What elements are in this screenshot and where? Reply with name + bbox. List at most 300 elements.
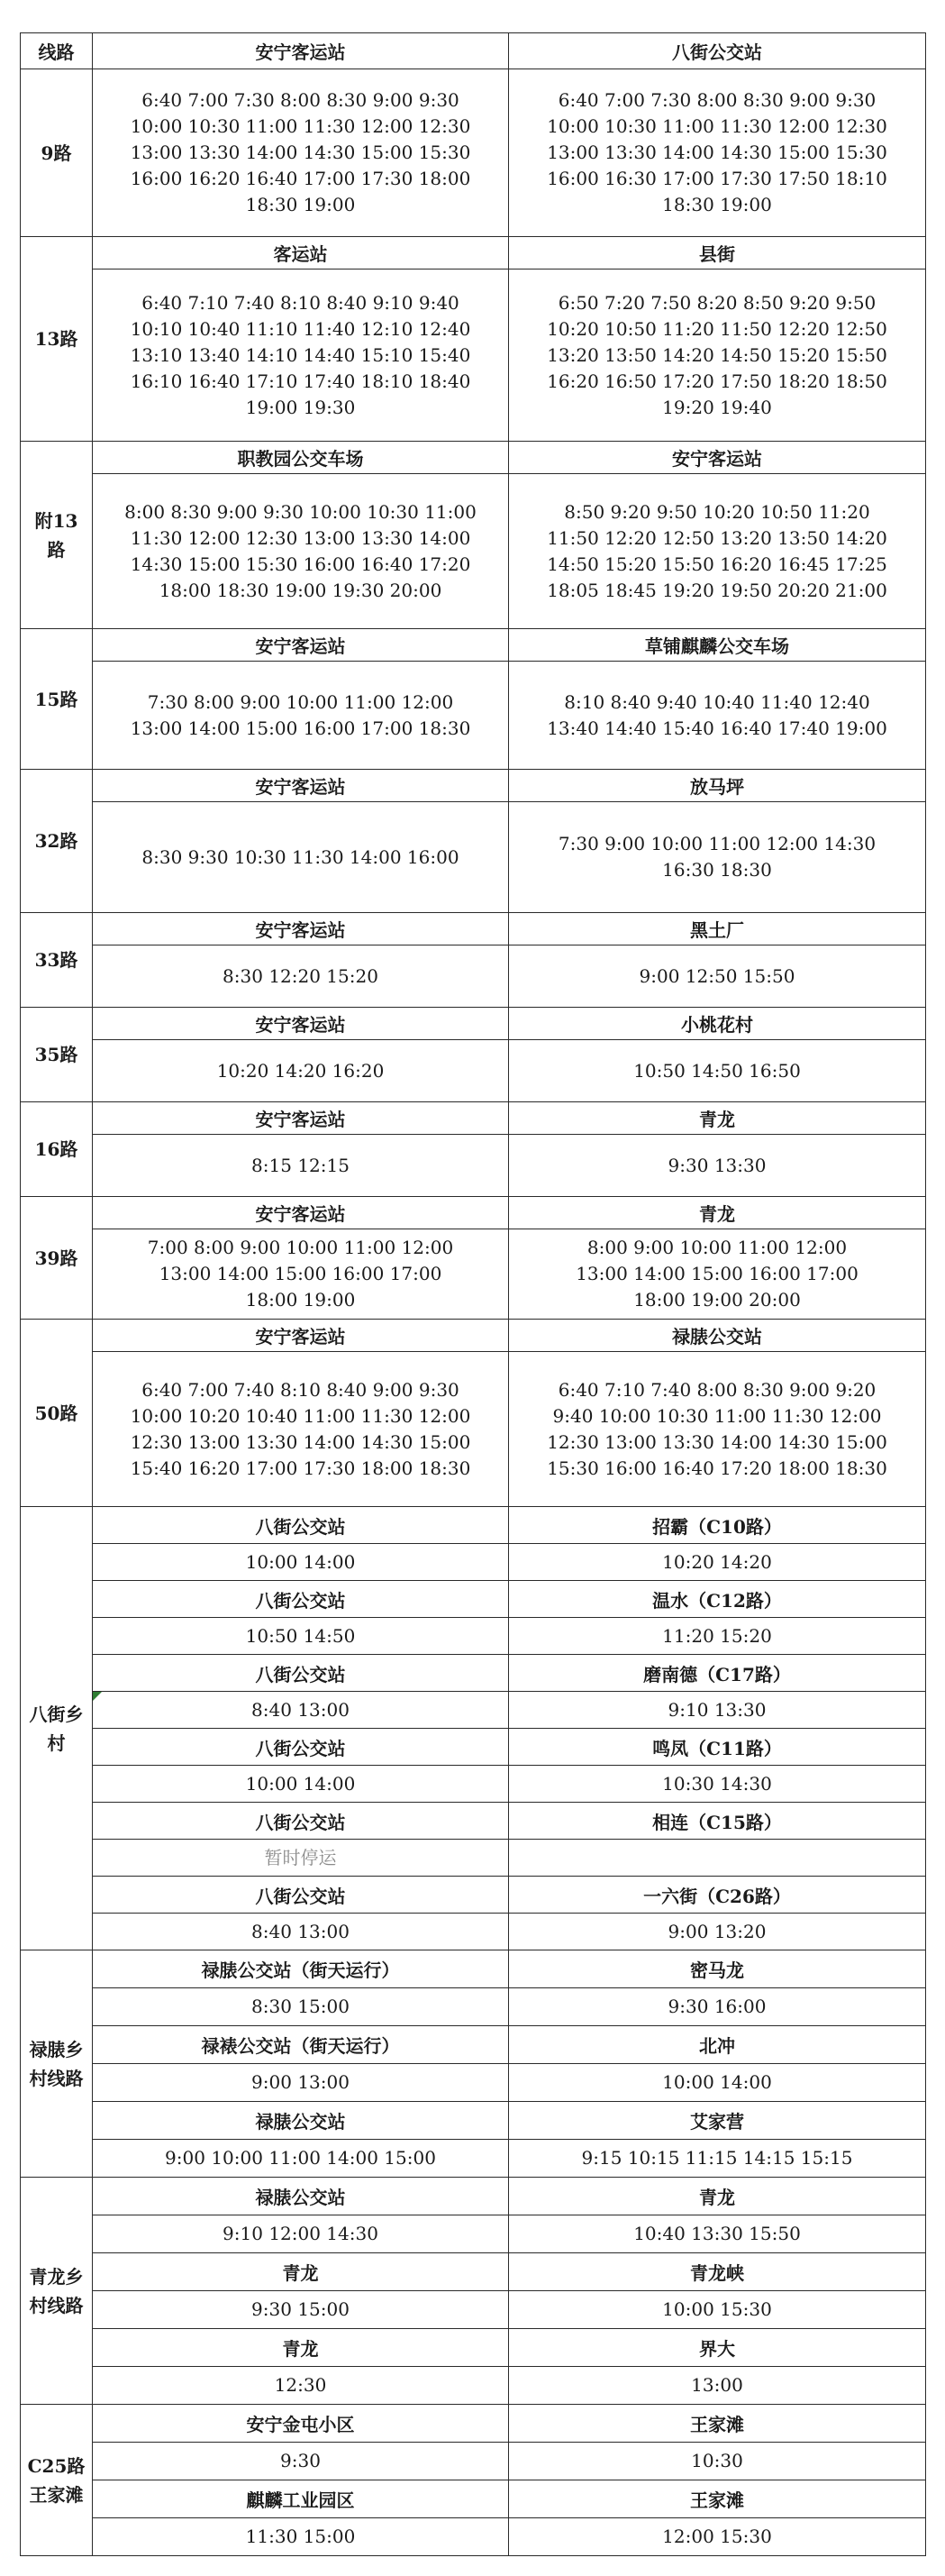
stop-dir2 (509, 1008, 926, 1040)
times-dir2 (509, 2518, 926, 2556)
text: 9路 (41, 142, 72, 164)
times-dir1 (93, 662, 509, 770)
text: 9:30 13:30 (668, 1154, 767, 1176)
text: 县街 (699, 243, 735, 265)
times-dir2 (509, 474, 926, 629)
time-line: 8:30 9:30 10:30 11:30 14:00 16:00 (141, 845, 459, 868)
stop-dir1 (93, 770, 509, 802)
text: 八街公交站 (672, 41, 762, 63)
route-name (21, 1102, 93, 1197)
text: 村线路 (29, 2294, 84, 2316)
time-line: 13:20 13:50 14:20 14:50 15:20 15:50 (547, 343, 887, 366)
text: 青龙乡 (29, 2265, 84, 2288)
text: 8:15 12:15 (251, 1154, 350, 1176)
stop-dir1 (93, 2480, 509, 2518)
time-line: 8:10 8:40 9:40 10:40 11:40 12:40 (564, 690, 870, 713)
text: 八街公交站 (255, 1885, 346, 1907)
text: 33路 (34, 949, 78, 971)
table-row (21, 802, 926, 913)
route-name (21, 1197, 93, 1320)
time-line: 10:00 10:30 11:00 11:30 12:00 12:30 (547, 115, 887, 137)
text: 禄脿公交站（街天运行） (201, 1959, 400, 1981)
table-row (21, 1803, 926, 1840)
table-row (21, 1618, 926, 1655)
time-line: 7:30 9:00 10:00 11:00 12:00 14:30 (558, 833, 877, 854)
times-dir2 (509, 1618, 926, 1655)
time-line: 14:50 15:20 15:50 16:20 16:45 17:25 (547, 553, 887, 575)
route-name (21, 69, 93, 237)
text: 10:30 (691, 2450, 743, 2471)
table-row (21, 629, 926, 662)
times-dir1 (93, 1988, 509, 2026)
times-dir2 (509, 2064, 926, 2102)
stop-dir2 (509, 442, 926, 474)
text: 10:00 14:00 (662, 2071, 772, 2093)
text: 安宁客运站 (672, 448, 762, 470)
text: 10:40 13:30 15:50 (633, 2223, 801, 2244)
table-row (21, 1135, 926, 1197)
cell-comment-marker (93, 1692, 102, 1701)
times-dir1 (93, 2291, 509, 2329)
text: 界大 (699, 2338, 735, 2360)
header-route (21, 33, 93, 69)
table-row (21, 2102, 926, 2140)
stop-dir2 (509, 1950, 926, 1988)
table-row (21, 269, 926, 442)
time-line: 18:00 19:00 (245, 1289, 356, 1311)
text: 安宁客运站 (255, 919, 346, 941)
table-row (21, 913, 926, 945)
stop-dir1 (93, 1197, 509, 1229)
table-row (21, 1950, 926, 1988)
header-dir1 (93, 33, 509, 69)
time-line: 6:50 7:20 7:50 8:20 8:50 9:20 9:50 (558, 291, 877, 314)
times-dir1 (93, 2518, 509, 2556)
text: 禄脿公交站 (255, 2111, 346, 2133)
time-line: 13:40 14:40 15:40 16:40 17:40 19:00 (547, 717, 887, 739)
time-line: 9:40 10:00 10:30 11:00 11:30 12:00 (552, 1404, 882, 1427)
route-name (21, 2405, 93, 2556)
stop-dir1 (93, 1102, 509, 1135)
times-dir1 (93, 1618, 509, 1655)
table-row (21, 1197, 926, 1229)
stop-dir2 (509, 2329, 926, 2367)
time-line: 6:40 7:00 7:40 8:10 8:40 9:00 9:30 (141, 1378, 459, 1401)
times-dir2 (509, 945, 926, 1008)
times-dir1 (93, 269, 509, 442)
text: 9:00 10:00 11:00 14:00 15:00 (165, 2147, 436, 2169)
times-dir1 (93, 2140, 509, 2178)
time-line: 11:50 12:20 12:50 13:20 13:50 14:20 (547, 526, 887, 549)
text: 9:10 13:30 (668, 1698, 767, 1721)
text: 39路 (34, 1247, 78, 1269)
route-name (21, 629, 93, 770)
stop-dir2 (509, 1655, 926, 1692)
text: 村线路 (29, 2067, 84, 2089)
time-line: 16:30 18:30 (662, 859, 772, 881)
text: C25路 (27, 2454, 86, 2477)
stop-dir1 (93, 629, 509, 662)
times-dir2 (509, 2443, 926, 2480)
stop-dir1 (93, 2026, 509, 2064)
text: 八街公交站 (255, 1811, 346, 1833)
time-line: 10:00 10:20 10:40 11:00 11:30 12:00 (130, 1404, 471, 1427)
times-dir2 (509, 2215, 926, 2253)
stop-dir2 (509, 1581, 926, 1618)
table-row (21, 2064, 926, 2102)
text: 12:00 15:30 (662, 2526, 772, 2547)
text: 9:15 10:15 11:15 14:15 15:15 (581, 2147, 853, 2169)
text: 八街乡 (29, 1703, 84, 1725)
time-line: 8:50 9:20 9:50 10:20 10:50 11:20 (564, 500, 870, 523)
text: 青龙 (699, 1109, 735, 1130)
text: 王家滩 (690, 2414, 744, 2435)
table-row (21, 2443, 926, 2480)
text: 11:30 15:00 (245, 2526, 356, 2547)
time-line: 18:30 19:00 (245, 194, 356, 215)
text: 草铺麒麟公交车场 (645, 635, 789, 657)
text: 青龙 (699, 2187, 735, 2208)
time-line: 13:00 14:00 15:00 16:00 17:00 (576, 1263, 859, 1284)
times-dir1 (93, 1229, 509, 1320)
stop-dir1 (93, 1729, 509, 1766)
text: 鸣凤（C11路） (652, 1737, 782, 1759)
table-row (21, 1544, 926, 1581)
text: 9:00 13:00 (251, 2071, 350, 2093)
times-dir2 (509, 662, 926, 770)
route-name (21, 1950, 93, 2178)
times-dir2 (509, 802, 926, 913)
text: 9:30 16:00 (668, 1996, 767, 2017)
times-dir1 (93, 1914, 509, 1950)
text: 8:30 15:00 (251, 1996, 350, 2017)
time-line: 13:00 14:00 15:00 16:00 17:00 18:30 (130, 717, 471, 739)
text: 温水（C12路） (652, 1589, 782, 1612)
text: 9:00 12:50 15:50 (639, 964, 795, 987)
text: 放马坪 (690, 776, 744, 798)
table-row (21, 237, 926, 269)
route-name (21, 913, 93, 1008)
table-row (21, 69, 926, 237)
table-row (21, 2480, 926, 2518)
times-dir2 (509, 1544, 926, 1581)
times-dir2 (509, 1914, 926, 1950)
text: 9:00 13:20 (668, 1920, 767, 1942)
stop-dir2 (509, 1803, 926, 1840)
text: 小桃花村 (681, 1014, 753, 1036)
time-line: 16:10 16:40 17:10 17:40 18:10 18:40 (130, 370, 471, 392)
table-row (21, 2178, 926, 2215)
time-line: 10:00 10:30 11:00 11:30 12:00 12:30 (130, 115, 471, 137)
text: 安宁客运站 (255, 1326, 346, 1347)
text: 16路 (34, 1138, 78, 1160)
text: 10:20 14:20 (662, 1550, 772, 1573)
stop-dir2 (509, 1507, 926, 1544)
stop-dir2 (509, 2253, 926, 2291)
times-dir1 (93, 1692, 509, 1729)
times-dir1 (93, 1544, 509, 1581)
text: 王家滩 (29, 2483, 84, 2506)
time-line: 13:10 13:40 14:10 14:40 15:10 15:40 (130, 343, 471, 366)
bus-schedule-table (20, 32, 926, 2556)
text: 10:00 14:00 (245, 1550, 356, 1573)
times-dir2 (509, 269, 926, 442)
text: 职教园公交车场 (237, 448, 364, 470)
text: 相连（C15路） (652, 1811, 782, 1833)
text: 安宁客运站 (255, 1203, 346, 1225)
times-dir2 (509, 1352, 926, 1507)
text: 安宁客运站 (255, 776, 346, 798)
text: 禄裱公交站（街天运行） (201, 2035, 400, 2057)
times-dir2 (509, 1840, 926, 1877)
stop-dir1 (93, 1803, 509, 1840)
text: 安宁客运站 (255, 41, 346, 63)
text: 10:50 14:50 16:50 (633, 1059, 801, 1082)
text: 暂时停运 (264, 1846, 337, 1868)
table-row (21, 2215, 926, 2253)
times-dir1 (93, 2064, 509, 2102)
text: 10:00 14:00 (245, 1772, 356, 1795)
table-row (21, 33, 926, 69)
times-dir2 (509, 1135, 926, 1197)
text: 9:10 12:00 14:30 (223, 2223, 378, 2244)
text: 10:30 14:30 (662, 1772, 772, 1795)
time-line: 15:40 16:20 17:00 17:30 18:00 18:30 (130, 1457, 471, 1479)
route-name (21, 770, 93, 913)
time-line: 6:40 7:00 7:30 8:00 8:30 9:00 9:30 (141, 89, 459, 111)
table-row (21, 1008, 926, 1040)
time-line: 19:00 19:30 (245, 396, 356, 418)
stop-dir1 (93, 2405, 509, 2443)
time-line: 8:00 9:00 10:00 11:00 12:00 (586, 1237, 848, 1258)
text: 北冲 (699, 2035, 735, 2057)
table-row (21, 1692, 926, 1729)
table-row (21, 1914, 926, 1950)
stop-dir2 (509, 2178, 926, 2215)
text: 8:30 12:20 15:20 (223, 964, 378, 987)
text: 附13 (34, 509, 78, 532)
table-row (21, 1655, 926, 1692)
text: 禄脿公交站 (255, 2187, 346, 2208)
time-line: 18:05 18:45 19:20 19:50 20:20 21:00 (547, 579, 887, 601)
text: 一六街（C26路） (643, 1885, 791, 1907)
times-dir1 (93, 2367, 509, 2405)
text: 线路 (38, 41, 75, 63)
stop-dir2 (509, 629, 926, 662)
table-row (21, 1040, 926, 1102)
time-line: 8:00 8:30 9:00 9:30 10:00 10:30 11:00 (124, 500, 477, 523)
times-dir1 (93, 2215, 509, 2253)
time-line: 11:30 12:00 12:30 13:00 13:30 14:00 (130, 526, 471, 549)
stop-dir1 (93, 1320, 509, 1352)
text: 密马龙 (690, 1959, 744, 1981)
table-row (21, 1581, 926, 1618)
time-line: 10:10 10:40 11:10 11:40 12:10 12:40 (130, 317, 471, 340)
times-dir1 (93, 802, 509, 913)
stop-dir2 (509, 2026, 926, 2064)
text: 客运站 (273, 243, 328, 265)
time-line: 12:30 13:00 13:30 14:00 14:30 15:00 (547, 1430, 887, 1453)
table-row (21, 770, 926, 802)
table-row (21, 2518, 926, 2556)
stop-dir2 (509, 1197, 926, 1229)
table-row (21, 2405, 926, 2443)
time-line: 16:20 16:50 17:20 17:50 18:20 18:50 (547, 370, 887, 392)
times-dir2 (509, 2291, 926, 2329)
text: 青龙 (699, 1203, 735, 1225)
time-line: 18:00 19:00 20:00 (633, 1289, 801, 1311)
text: 13:00 (691, 2374, 743, 2396)
text: 安宁客运站 (255, 635, 346, 657)
stop-dir2 (509, 1320, 926, 1352)
text: 15路 (34, 688, 78, 710)
text: 招霸（C10路） (652, 1515, 782, 1538)
time-line: 16:00 16:20 16:40 17:00 17:30 18:00 (130, 168, 471, 189)
text: 10:00 15:30 (662, 2298, 772, 2320)
table-row (21, 2140, 926, 2178)
text: 9:30 (280, 2450, 321, 2471)
text: 麒麟工业园区 (246, 2489, 355, 2511)
times-dir1 (93, 1766, 509, 1803)
stop-dir2 (509, 770, 926, 802)
header-dir2 (509, 33, 926, 69)
text: 八街公交站 (255, 1589, 346, 1612)
text: 12:30 (274, 2374, 327, 2396)
table-row (21, 2253, 926, 2291)
table-row (21, 1877, 926, 1914)
text: 八街公交站 (255, 1515, 346, 1538)
table-row (21, 1229, 926, 1320)
text: 安宁金屯小区 (246, 2414, 355, 2435)
route-name (21, 1320, 93, 1507)
times-dir1 (93, 69, 509, 237)
text: 禄脿公交站 (672, 1326, 762, 1347)
stop-dir2 (509, 2405, 926, 2443)
times-dir2 (509, 1229, 926, 1320)
times-dir1 (93, 474, 509, 629)
text: 磨南德（C17路） (643, 1663, 791, 1685)
table-row (21, 474, 926, 629)
table-row (21, 2329, 926, 2367)
stop-dir2 (509, 2102, 926, 2140)
times-dir1 (93, 2443, 509, 2480)
text: 青龙峡 (690, 2262, 744, 2284)
route-name (21, 442, 93, 629)
times-dir1 (93, 1352, 509, 1507)
stop-dir1 (93, 1507, 509, 1544)
route-name (21, 1008, 93, 1102)
table-row (21, 662, 926, 770)
stop-dir1 (93, 237, 509, 269)
text: 王家滩 (690, 2489, 744, 2511)
text: 8:40 13:00 (251, 1698, 350, 1721)
stop-dir2 (509, 1729, 926, 1766)
text: 禄脿乡 (29, 2038, 84, 2060)
text: 八街公交站 (255, 1663, 346, 1685)
time-line: 10:20 10:50 11:20 11:50 12:20 12:50 (547, 317, 887, 340)
time-line: 16:00 16:30 17:00 17:30 17:50 18:10 (547, 168, 887, 189)
time-line: 13:00 14:00 15:00 16:00 17:00 (159, 1263, 442, 1284)
times-dir2 (509, 2140, 926, 2178)
text: 黑土厂 (690, 919, 744, 941)
time-line: 12:30 13:00 13:30 14:00 14:30 15:00 (130, 1430, 471, 1453)
times-dir2 (509, 1988, 926, 2026)
text: 11:20 15:20 (662, 1624, 772, 1647)
time-line: 13:00 13:30 14:00 14:30 15:00 15:30 (130, 142, 471, 163)
table-row (21, 2026, 926, 2064)
stop-dir2 (509, 2480, 926, 2518)
stop-dir1 (93, 1877, 509, 1914)
text: 青龙 (282, 2262, 319, 2284)
times-dir1 (93, 945, 509, 1008)
text: 13路 (34, 328, 78, 350)
stop-dir1 (93, 1008, 509, 1040)
time-line: 6:40 7:10 7:40 8:00 8:30 9:00 9:20 (558, 1378, 877, 1401)
time-line: 19:20 19:40 (662, 396, 772, 418)
text: 32路 (34, 830, 78, 852)
table-row (21, 1729, 926, 1766)
table-row (21, 1102, 926, 1135)
suspended-status (93, 1840, 509, 1877)
route-name (21, 2178, 93, 2405)
stop-dir1 (93, 2329, 509, 2367)
table-row (21, 2291, 926, 2329)
stop-dir1 (93, 2253, 509, 2291)
time-line: 7:30 8:00 9:00 10:00 11:00 12:00 (147, 690, 454, 713)
text: 艾家营 (690, 2111, 744, 2133)
stop-dir1 (93, 2102, 509, 2140)
text: 路 (47, 538, 66, 561)
text: 八街公交站 (255, 1737, 346, 1759)
times-dir2 (509, 1692, 926, 1729)
stop-dir1 (93, 442, 509, 474)
text: 35路 (34, 1044, 78, 1065)
text: 10:50 14:50 (245, 1624, 356, 1647)
stop-dir1 (93, 913, 509, 945)
stop-dir1 (93, 2178, 509, 2215)
stop-dir1 (93, 1950, 509, 1988)
stop-dir2 (509, 1102, 926, 1135)
time-line: 13:00 13:30 14:00 14:30 15:00 15:30 (547, 142, 887, 163)
stop-dir2 (509, 237, 926, 269)
times-dir2 (509, 1766, 926, 1803)
table-row (21, 1766, 926, 1803)
time-line: 14:30 15:00 15:30 16:00 16:40 17:20 (130, 553, 471, 575)
text: 安宁客运站 (255, 1109, 346, 1130)
table-row (21, 442, 926, 474)
times-dir2 (509, 2367, 926, 2405)
table-row (21, 945, 926, 1008)
time-line: 18:00 18:30 19:00 19:30 20:00 (159, 579, 442, 601)
stop-dir2 (509, 913, 926, 945)
times-dir2 (509, 69, 926, 237)
route-name (21, 237, 93, 442)
time-line: 7:00 8:00 9:00 10:00 11:00 12:00 (147, 1237, 454, 1258)
table-row (21, 1320, 926, 1352)
time-line: 15:30 16:00 16:40 17:20 18:00 18:30 (547, 1457, 887, 1479)
text: 安宁客运站 (255, 1014, 346, 1036)
text: 50路 (34, 1402, 78, 1424)
stop-dir1 (93, 1581, 509, 1618)
stop-dir2 (509, 1877, 926, 1914)
route-name (21, 1507, 93, 1950)
stop-dir1 (93, 1655, 509, 1692)
time-line: 18:30 19:00 (662, 194, 772, 215)
text: 村 (47, 1731, 66, 1754)
times-dir1 (93, 1040, 509, 1102)
text: 8:40 13:00 (251, 1920, 350, 1942)
table-row (21, 2367, 926, 2405)
